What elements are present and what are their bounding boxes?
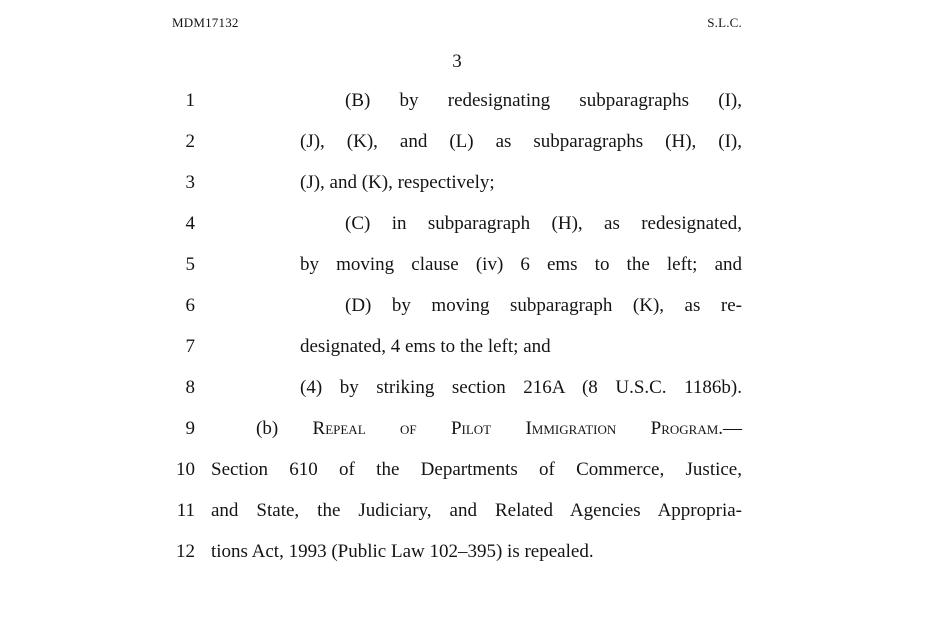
document-id: MDM17132 (172, 15, 239, 30)
text-line (0, 498, 928, 524)
line-number: 6 (185, 295, 195, 316)
line-number: 2 (185, 131, 195, 152)
text-line (0, 416, 928, 442)
page-number: 3 (452, 51, 462, 72)
line-text: tions Act, 1993 (Public Law 102–395) is repealed. (211, 541, 594, 562)
line-number: 11 (176, 500, 195, 521)
line-number: 1 (185, 90, 195, 111)
line-number: 8 (185, 377, 195, 398)
line-text: (D) by moving subparagraph (K), as re- (345, 295, 742, 316)
line-text: (B) by redesignating subparagraphs (I), (345, 90, 742, 111)
line-number: 9 (185, 418, 195, 439)
line-text: Section 610 of the Departments of Commerce, Justice, (211, 459, 742, 480)
text-line (0, 211, 928, 237)
text-line (0, 457, 928, 483)
slc-label: S.L.C. (707, 15, 742, 30)
subsection-heading: Repeal of Pilot Immigration Program. (312, 418, 724, 439)
line-number: 4 (185, 213, 195, 234)
line-text: and State, the Judiciary, and Related Agencies Appropria- (211, 500, 742, 521)
text-line (0, 334, 928, 360)
text-line (0, 88, 928, 114)
line-text: designated, 4 ems to the left; and (300, 336, 551, 357)
line-text: (J), (K), and (L) as subparagraphs (H), (I), (300, 131, 742, 152)
line-text: (C) in subparagraph (H), as redesignated, (345, 213, 742, 234)
subsection-heading-line (256, 416, 742, 442)
text-line (0, 252, 928, 278)
line-number: 5 (185, 254, 195, 275)
line-text: (J), and (K), respectively; (300, 172, 495, 193)
line-number: 3 (185, 172, 195, 193)
text-line (0, 293, 928, 319)
text-line (0, 129, 928, 155)
subsection-prefix: (b) (256, 418, 279, 439)
heading-dash: — (723, 418, 743, 439)
line-text: by moving clause (iv) 6 ems to the left; and (300, 254, 742, 275)
text-line (0, 539, 928, 565)
text-line (0, 375, 928, 401)
text-line (0, 170, 928, 196)
line-number: 12 (176, 541, 195, 562)
line-number: 10 (176, 459, 195, 480)
line-number: 7 (185, 336, 195, 357)
line-text: (4) by striking section 216A (8 U.S.C. 1186b). (300, 377, 742, 398)
